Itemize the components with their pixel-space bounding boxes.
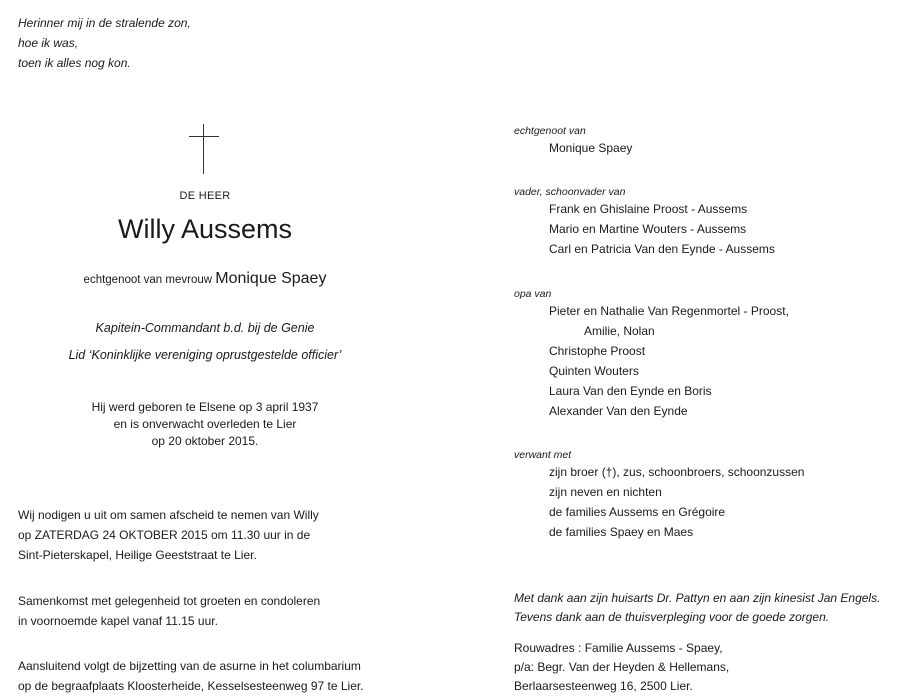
relative-item: Carl en Patricia Van den Eynde - Aussems — [549, 242, 775, 256]
spouse-prefix: echtgenoot van mevrouw — [83, 274, 213, 286]
relatives-grandchildren — [514, 287, 789, 421]
relative-item: Alexander Van den Eynde — [549, 404, 688, 418]
burial-line: Aansluitend volgt de bijzetting van de asurne in het columbarium — [18, 659, 361, 673]
relatives-spouse — [514, 124, 632, 158]
relatives-heading: verwant met — [514, 449, 572, 461]
relatives-family — [514, 448, 804, 542]
relative-item: zijn broer (†), zus, schoonbroers, schoonzussen — [549, 465, 805, 479]
address-line: Rouwadres : Familie Aussems - Spaey, — [514, 641, 723, 655]
relative-item: de families Aussems en Grégoire — [549, 505, 726, 519]
cross-icon — [189, 124, 219, 174]
relatives-heading: echtgenoot van — [514, 125, 586, 137]
poem-line: hoe ik was, — [18, 36, 79, 50]
gathering-line: Samenkomst met gelegenheid tot groeten en condoleren — [18, 594, 321, 608]
title-prefix: DE HEER — [179, 190, 231, 202]
invitation-line: Wij nodigen u uit om samen afscheid te nemen van Willy — [18, 508, 319, 522]
relative-item: Mario en Martine Wouters - Aussems — [549, 222, 747, 236]
poem — [18, 13, 191, 73]
relatives-children — [514, 185, 775, 259]
spouse-line — [0, 270, 410, 288]
relative-item: Frank en Ghislaine Proost - Aussems — [549, 202, 748, 216]
burial-line: op de begraafplaats Kloosterheide, Kesselsesteenweg 97 te Lier. — [18, 679, 364, 693]
relatives-heading: opa van — [514, 288, 552, 300]
rank: Kapitein-Commandant b.d. bij de Genie — [95, 321, 315, 335]
relatives-heading: vader, schoonvader van — [514, 186, 626, 198]
relative-item: Monique Spaey — [549, 141, 633, 155]
birth-line: Hij werd geboren te Elsene op 3 april 1937 — [91, 400, 319, 414]
relative-item: de families Spaey en Maes — [549, 525, 694, 539]
thanks-line: Tevens dank aan de thuisverpleging voor de goede zorgen. — [514, 610, 830, 624]
address-line: p/a: Begr. Van der Heyden & Hellemans, — [514, 660, 730, 674]
spouse-name: Monique Spaey — [215, 270, 327, 287]
membership: Lid ‘Koninklijke vereniging oprustgestelde officier’ — [68, 348, 342, 362]
invitation — [18, 505, 319, 565]
thanks — [514, 589, 880, 627]
thanks-line: Met dank aan zijn huisarts Dr. Pattyn en aan zijn kinesist Jan Engels. — [514, 591, 881, 605]
relative-item: Pieter en Nathalie Van Regenmortel - Proost, — [549, 304, 789, 318]
birth-death-info — [0, 399, 410, 450]
relative-item: Laura Van den Eynde en Boris — [549, 384, 712, 398]
birth-line: op 20 oktober 2015. — [151, 434, 259, 448]
relative-item: zijn neven en nichten — [549, 485, 662, 499]
burial — [18, 656, 364, 696]
poem-line: Herinner mij in de stralende zon, — [18, 16, 191, 30]
gathering — [18, 591, 320, 631]
birth-line: en is onverwacht overleden te Lier — [113, 417, 297, 431]
deceased-name: Willy Aussems — [117, 214, 293, 244]
poem-line: toen ik alles nog kon. — [18, 56, 131, 70]
invitation-line: Sint-Pieterskapel, Heilige Geeststraat te Lier. — [18, 548, 257, 562]
address-line: Berlaarsesteenweg 16, 2500 Lier. — [514, 679, 693, 693]
relative-item: Quinten Wouters — [549, 364, 639, 378]
invitation-line: op ZATERDAG 24 OKTOBER 2015 om 11.30 uur in de — [18, 528, 311, 542]
gathering-line: in voornoemde kapel vanaf 11.15 uur. — [18, 614, 218, 628]
mourning-address — [514, 639, 729, 696]
relative-item: Christophe Proost — [549, 344, 646, 358]
relative-item: Amilie, Nolan — [584, 324, 655, 338]
